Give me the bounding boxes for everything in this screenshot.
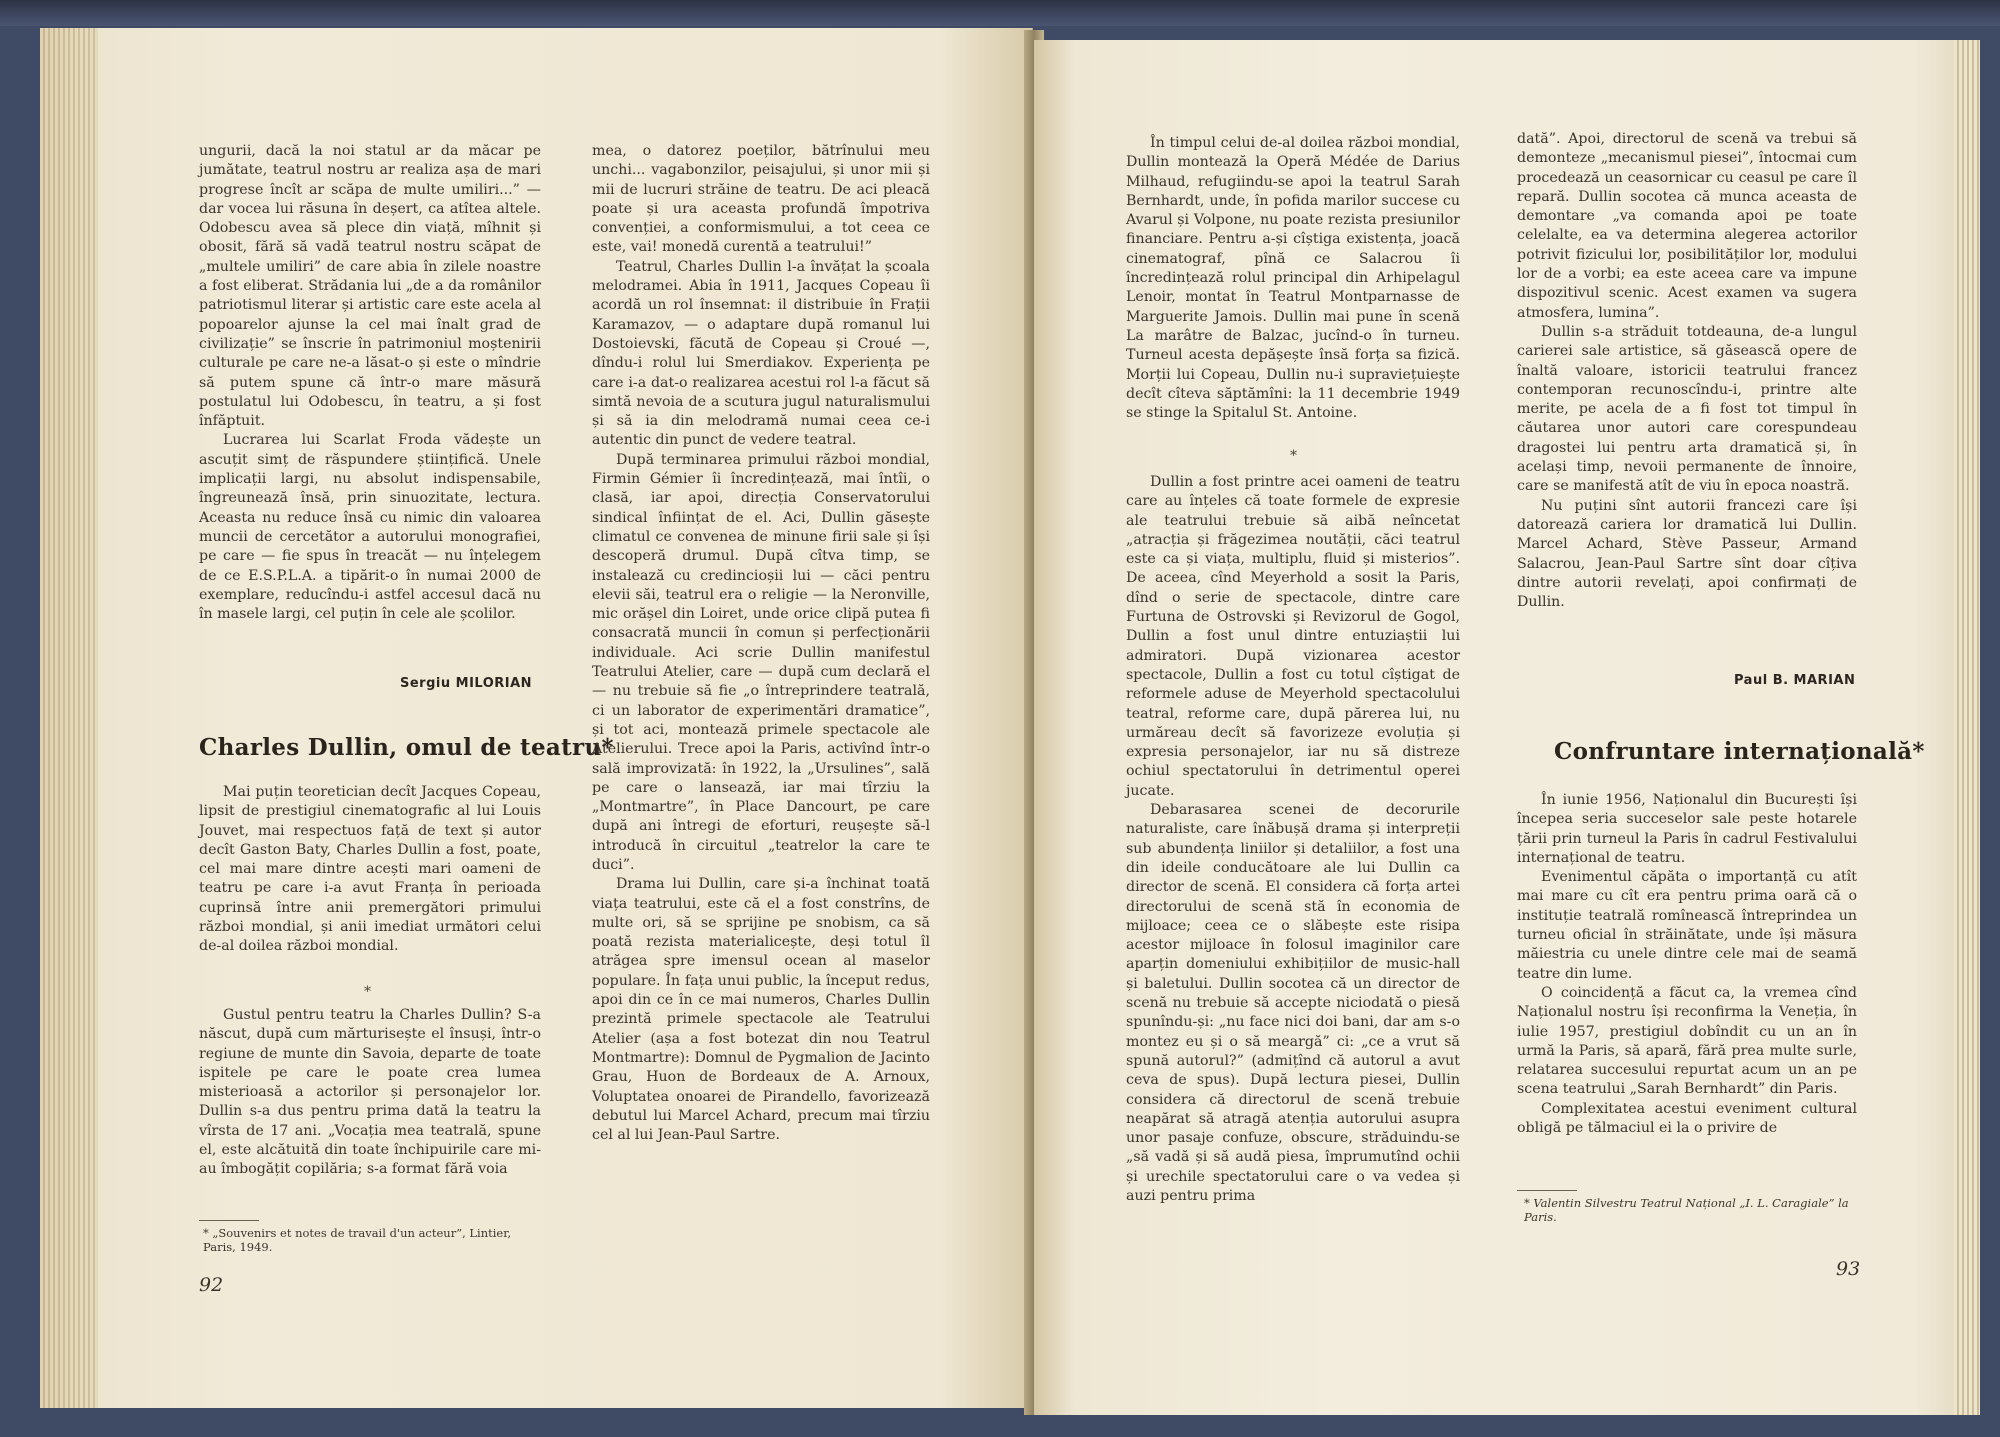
page-number: 92 [199, 1274, 224, 1296]
left-column-1-lower [199, 1006, 541, 1180]
left-page-edges [40, 28, 98, 1408]
paragraph: mea, o datorez poeților, bătrînului meu unchi... vagabonzilor, peisajului, și unor mii și mii de lucruri străine de teatru. De aci pleacă poate și ura aceasta profundă împotriva convenției, a conformismului, a tot ceea ce este, vai! monedă curentă a teatrului!” [592, 143, 930, 256]
paragraph: Complexitatea acestui eveniment cultural obligă pe tălmaciul ei la o privire de [1517, 1100, 1857, 1137]
paragraph: Dullin a fost printre acei oameni de teatru care au înțeles că toate formele de expresie ale teatrului trebuie să aibă neîncetat „atracția și frăgezimea noutății, căci teatrul este ca și viața, multiplu, fluid și misterios”. De aceea, cînd Meyerhold a sosit la Paris, dînd o serie de spectacole, dintre care Furtuna de Ostrovski și Revizorul de Gogol, Dullin a fost unul dintre entuziaștii lui admiratori. După vizionarea acestor spectacole, Dullin a fost cu totul cîștigat de reformele aduse de Meyerhold spectacolului teatral, reforme care, după părerea lui, nu urmăreau decît să favorizeze evoluția și expresia personajelor, iar nu să distreze ochiul spectatorului în detrimentul operei jucate. [1126, 474, 1460, 799]
right-page-edges [1954, 40, 1980, 1415]
paragraph: Mai puțin teoretician decît Jacques Copeau, lipsit de prestigiul cinematografic al lui Louis Jouvet, mai respectuos față de text și autor decît Gaston Baty, Charles Dullin a fost, poate, cel mai mare dintre acești mari oameni de teatru pe care i-a avut Franța în perioada cuprinsă între anii premergători primului război mondial, și anii imediat următori celui de-al doilea război mondial. [199, 784, 541, 955]
right-column-1-top [1126, 134, 1460, 423]
right-column-2-bottom [1517, 791, 1857, 1138]
left-column-1-bottom [199, 783, 541, 957]
paragraph: Evenimentul căpăta o importanță cu atît mai mare cu cît era pentru prima oară că o instituție teatrală romînească întreprindea un turneu oficial în străinătate, unde își măsura măiestria cu unele dintre cele mai de seamă teatre din lume. [1517, 869, 1857, 982]
footnote-rule [199, 1220, 259, 1221]
footnote-rule [1517, 1190, 1577, 1191]
author-signature: Sergiu MILORIAN [400, 676, 533, 691]
right-column-2-top [1517, 130, 1857, 612]
paragraph: O coincidență a făcut ca, la vremea cînd Naționalul nostru își reconfirma la Veneția, în iulie 1957, prestigiul dobîndit cu un an în urmă la Paris, să apară, fără prea multe surle, relatarea succesului repurtat acum un an pe scena teatrului „Sarah Bernhardt” din Paris. [1517, 984, 1857, 1098]
section-separator: * [364, 984, 371, 1000]
article-heading: Confruntare internațională* [1554, 738, 1925, 765]
paragraph: Dullin s-a străduit totdeauna, de-a lungul carierei sale artistice, să găsească opere de înaltă valoare, istoricii teatrului francez contemporan recunoscîndu-i, printre alte merite, pe acela de a fi fost tot timpul în căutarea unor autori care corespundeau dragostei lui pentru arta dramatică și, în același timp, nevoii permanente de înnoire, care se manifestă atît de viu în epoca noastră. [1517, 323, 1857, 495]
book-cover-edge [0, 0, 2000, 26]
paragraph: Nu puțini sînt autorii francezi care își datorează cariera lor dramatică lui Dullin. Marcel Achard, Stève Passeur, Armand Salacrou, Jean-Paul Sartre sînt doar cîțiva dintre autorii revelați, apoi confirmați de Dullin. [1517, 497, 1857, 611]
paragraph: dată”. Apoi, directorul de scenă va trebui să demonteze „mecanismul piesei”, întocmai cum procedează un ceasornicar cu ceasul pe care îl repară. Dullin socotea că munca aceasta de demontare „va comanda apoi pe toate celelalte, ea va determina alegerea actorilor potrivit fizicului lor, posibilităților lor, modului lor de a vorbi; ea este aceea care va impune dispozitivul scenic. Acest examen va sugera atmosfera, lumina”. [1517, 131, 1857, 321]
paragraph: În timpul celui de-al doilea război mondial, Dullin montează la Operă Médée de Darius Milhaud, refugiindu-se apoi la teatrul Sarah Bernhardt, unde, în pofida marilor succese cu Avarul și Volpone, nu poate rezista presiunilor financiare. Pentru a-și cîștiga existența, joacă cinematograf, pînă ce Salacrou îi încredințează rolul principal din Arhipelagul Lenoir, montat în Teatrul Montparnasse de Marguerite Jamois. Dullin mai pune în scenă La marâtre de Balzac, jucînd-o în turneu. Turneul acesta depășește însă forța sa fizică. Morții lui Copeau, Dullin nu-i supraviețuiește decît cîteva săptămîni: la 11 decembrie 1949 se stinge la Spitalul St. Antoine. [1126, 135, 1460, 422]
left-column-2 [592, 142, 930, 1145]
paragraph: Drama lui Dullin, care și-a închinat toată viața teatrului, este că el a fost constrîns, de multe ori, să se sprijine pe snobism, ca să poată rezista materialicește, deși totul îl atrăgea spre imensul ocean al maselor populare. În fața unui public, la început redus, apoi din ce în ce mai numeros, Charles Dullin prezintă primele spectacole ale Teatrului Atelier (așa a fost botezat din nou Teatrul Montmartre): Domnul de Pygmalion de Jacinto Grau, Huon de Bordeaux de A. Arnoux, Voluptatea onoarei de Pirandello, favorizează debutul lui Marcel Achard, precum mai tîrziu cel al lui Jean-Paul Sartre. [592, 876, 930, 1144]
paragraph: Debarasarea scenei de decorurile naturaliste, care înăbușă drama și interpreții sub abundența liniilor și detaliilor, a fost una din ideile conducătoare ale lui Dullin ca director de scenă. El considera că forța artei directorului de scenă stă în economia de mijloace; ceea ce o slăbește este risipa acestor mijloace în folosul imaginilor care aparțin domeniului exhibițiilor de music-hall și baletului. Dullin socotea că un director de scenă nu trebuie să accepte niciodată o piesă spunîndu-și: „nu face nici doi bani, dar am s-o montez eu și o să meargă” ci: „ce a vrut să spună autorul?” (admițînd că autorul a avut ceva de spus). După lectura piesei, Dullin considera că directorul de scenă trebuie neapărat să atragă atenția autorului asupra unor pasaje confuze, obscure, străduindu-se „să vadă și să audă piesa, împrumutînd ochii și urechile spectatorului care o va vedea și auzi pentru prima [1126, 802, 1460, 1204]
page-number: 93 [1836, 1258, 1861, 1280]
paragraph: După terminarea primului război mondial, Firmin Gémier îi încredințează, mai întîi, o clasă, iar apoi, direcția Conservatorului sindical înființat de el. Aci, Dullin găsește climatul ce convenea de minune firii sale și își descoperă drumul. După cîtva timp, se instalează cu credincioșii lui — căci pentru elevii săi, teatrul era o religie — la Neronville, mic orășel din Loiret, unde orice clipă putea fi consacrată muncii în comun și perfecționării individuale. Aci scrie Dullin manifestul Teatrului Atelier, care — după cum declară el — nu trebuie să fie „o întreprindere teatrală, ci un laborator de experimentări dramatice”, și tot aci, montează primele spectacole ale Atelierului. Trece apoi la Paris, activînd într-o sală improvizată: în 1922, la „Ursulines”, sală pe care o lansează, iar mai tîrziu la „Montmartre”, în Place Dancourt, pe care după ani întregi de eforturi, reușește să-l introducă în circuitul „teatrelor la care te duci”. [592, 451, 930, 873]
footnote: * Valentin Silvestru Teatrul Național „I. L. Caragiale” la Paris. [1524, 1196, 1849, 1224]
left-column-1-top [199, 142, 541, 624]
footnote: * „Souvenirs et notes de travail d'un acteur”, Lintier, Paris, 1949. [203, 1226, 512, 1254]
paragraph: Lucrarea lui Scarlat Froda vădește un ascuțit simț de răspundere științifică. Unele implicații largi, nu absolut indispensabile, îngreunează însă, prin sinuozitate, lectura. Aceasta nu reduce însă cu nimic din valoarea muncii de cercetător a autorului monografiei, pe care — fie spus în treacăt — nu înțelegem de ce E.S.P.L.A. a tipărit-o în numai 2000 de exemplare, reducîndu-i astfel accesul dacă nu în masele largi, cel puțin în cele ale școlilor. [199, 432, 541, 623]
paragraph: În iunie 1956, Naționalul din București își începea seria succeselor sale peste hotarele țării prin turneul la Paris în cadrul Festivalului internațional de teatru. [1517, 792, 1857, 866]
paragraph: Gustul pentru teatru la Charles Dullin? S-a născut, după cum mărturisește el însuși, într-o regiune de munte din Savoia, departe de toate ispitele pe care le poate crea lumea misterioasă a actorilor și personajelor lor. Dullin s-a dus pentru prima dată la teatru la vîrsta de 17 ani. „Vocația mea teatrală, spune el, este alcătuită din toate închipuirile care mi-au îmbogățit copilăria; s-a format fără voia [199, 1007, 541, 1178]
right-column-1-bottom [1126, 473, 1460, 1206]
paragraph: ungurii, dacă la noi statul ar da măcar pe jumătate, teatrul nostru ar realiza așa de mari progrese încît ar scăpa de multe umiliri...” — dar vocea lui răsuna în deșert, ca atîtea altele. Odobescu avea să plece din viață, mîhnit și obosit, fără să vadă teatrul nostru scăpat de „multele umiliri” de care abia în zilele noastre a fost eliberat. Strădania lui „de a da românilor patriotismul literar și artistic care este acela al popoarelor ajunse la cel mai înalt grad de civilizație” se înscrie în patrimoniul moștenirii culturale pe care ne-a lăsat-o și este o mîndrie să putem spune că într-o mare măsură postulatul lui Odobescu, în teatru, a și fost înfăptuit. [199, 143, 541, 430]
article-heading: Charles Dullin, omul de teatru* [199, 734, 614, 761]
section-separator: * [1290, 448, 1297, 464]
author-signature: Paul B. MARIAN [1734, 673, 1856, 688]
paragraph: Teatrul, Charles Dullin l-a învățat la școala melodramei. Abia în 1911, Jacques Copeau îi acordă un rol însemnat: il distribuie în Frații Karamazov, — o adaptare după romanul lui Dostoievski, făcută de Copeau și Croué —, dîndu-i rolul lui Smerdiakov. Experiența pe care i-a dat-o realizarea acestui rol l-a făcut să simtă nevoia de a scutura jugul naturalismului și să ia din melodramă numai ceea ce-i autentic din punct de vedere teatral. [592, 258, 930, 449]
